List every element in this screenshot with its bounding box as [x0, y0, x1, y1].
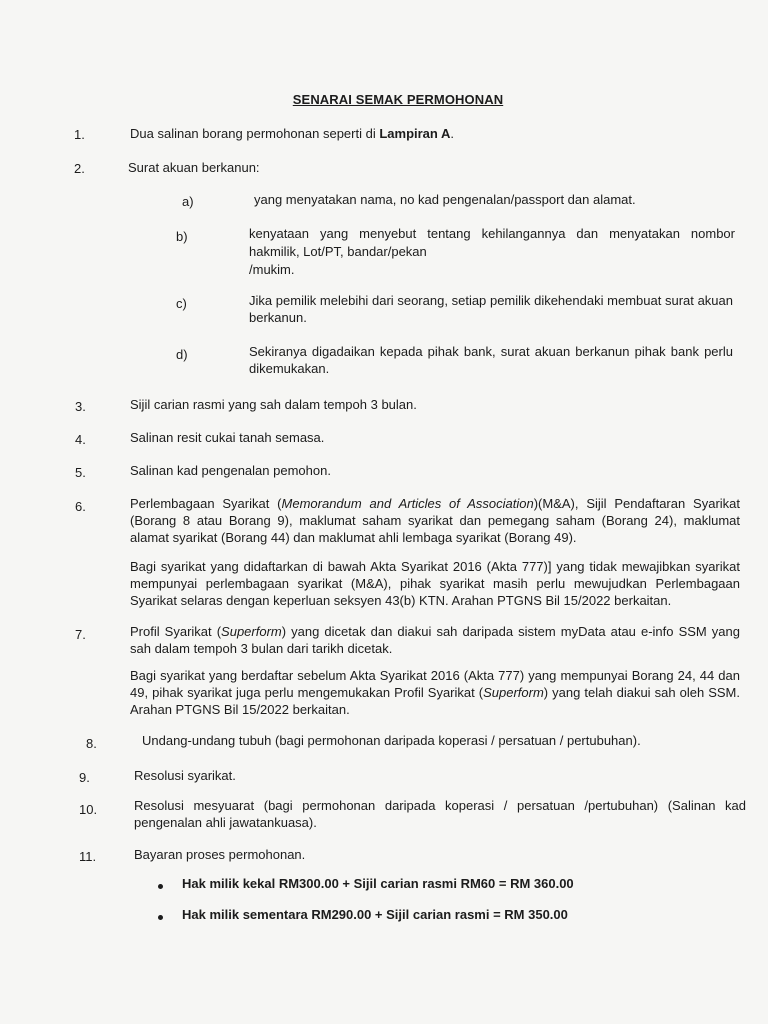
item-9-text: Resolusi syarikat.: [134, 768, 236, 783]
item-number: 8.: [86, 736, 97, 751]
subitem-b-line1: kenyataan yang menyebut tentang kehilangannya dan menyatakan nombor: [249, 226, 735, 241]
item-number: 6.: [75, 499, 86, 514]
item-number: 2.: [74, 161, 85, 176]
subitem-label: a): [182, 194, 194, 209]
item-3-text: Sijil carian rasmi yang sah dalam tempoh 3 bulan.: [130, 397, 417, 412]
item-number: 7.: [75, 627, 86, 642]
subitem-label: b): [176, 229, 188, 244]
page-title: SENARAI SEMAK PERMOHONAN: [292, 92, 504, 107]
item-number: 11.: [79, 849, 97, 864]
item-7-note: Bagi syarikat yang berdaftar sebelum Akta Syarikat 2016 (Akta 777) yang mempunyai Borang 24, 44 dan 49, pihak syarikat juga perlu mengemukakan Profil Syarikat (Superform) yang telah diakui sah oleh SSM. Arahan PTGNS Bil 15/2022 berkaitan.: [130, 668, 740, 717]
item-5-text: Salinan kad pengenalan pemohon.: [130, 463, 331, 478]
item-number: 3.: [75, 399, 86, 414]
subitem-b-line3: /mukim.: [249, 262, 295, 277]
item-2-text: Surat akuan berkanun:: [128, 160, 260, 175]
subitem-label: d): [176, 347, 188, 362]
item-11-text: Bayaran proses permohonan.: [134, 847, 306, 862]
item-number: 5.: [75, 465, 86, 480]
item-7-text: Profil Syarikat (Superform) yang dicetak dan diakui sah daripada sistem myData atau e-info SSM yang sah dalam tempoh 3 bulan dari tarikh dicetak.: [130, 624, 740, 656]
subitem-c-text: Jika pemilik melebihi dari seorang, setiap pemilik dikehendaki membuat surat akuan berkanun.: [249, 293, 733, 325]
subitem-a-text: yang menyatakan nama, no kad pengenalan/passport dan alamat.: [254, 192, 636, 207]
item-number: 10.: [79, 802, 98, 817]
subitem-d-text: Sekiranya digadaikan kepada pihak bank, surat akuan berkanun pihak bank perlu dikemukakan.: [249, 344, 733, 376]
subitem-label: c): [176, 296, 187, 311]
item-number: 1.: [74, 127, 85, 142]
item-number: 4.: [75, 432, 86, 447]
fee-line-permanent: Hak milik kekal RM300.00 + Sijil carian rasmi RM60 = RM 360.00: [182, 876, 574, 891]
item-8-text: Undang-undang tubuh (bagi permohonan daripada koperasi / persatuan / pertubuhan).: [142, 733, 641, 748]
item-4-text: Salinan resit cukai tanah semasa.: [130, 430, 325, 445]
subitem-b-line2: hakmilik, Lot/PT, bandar/pekan: [249, 244, 427, 259]
item-1-text: Dua salinan borang permohonan seperti di Lampiran A.: [130, 126, 454, 141]
item-6-note: Bagi syarikat yang didaftarkan di bawah Akta Syarikat 2016 (Akta 777)] yang tidak mewajibkan syarikat mempunyai perlembagaan syarikat (M&A), pihak syarikat masih perlu mewujudkan Perlembagaan Syarikat selaras dengan keperluan seksyen 43(b) KTN. Arahan PTGNS Bil 15/2022 berkaitan.: [130, 559, 740, 608]
item-6-text: Perlembagaan Syarikat (Memorandum and Articles of Association)(M&A), Sijil Pendaftaran Syarikat (Borang 8 atau Borang 9), maklumat saham syarikat dan pemegang saham (Borang 24), maklumat alamat syarikat (Borang 44) dan maklumat ahli lembaga syarikat (Borang 49).: [130, 496, 741, 545]
item-10-text: Resolusi mesyuarat (bagi permohonan daripada koperasi / persatuan /pertubuhan) (Salinan kad pengenalan ahli jawatankuasa).: [134, 798, 746, 830]
bullet-icon: [158, 884, 163, 889]
bullet-icon: [158, 915, 163, 920]
fee-line-temporary: Hak milik sementara RM290.00 + Sijil carian rasmi = RM 350.00: [182, 907, 568, 922]
item-number: 9.: [79, 770, 90, 785]
